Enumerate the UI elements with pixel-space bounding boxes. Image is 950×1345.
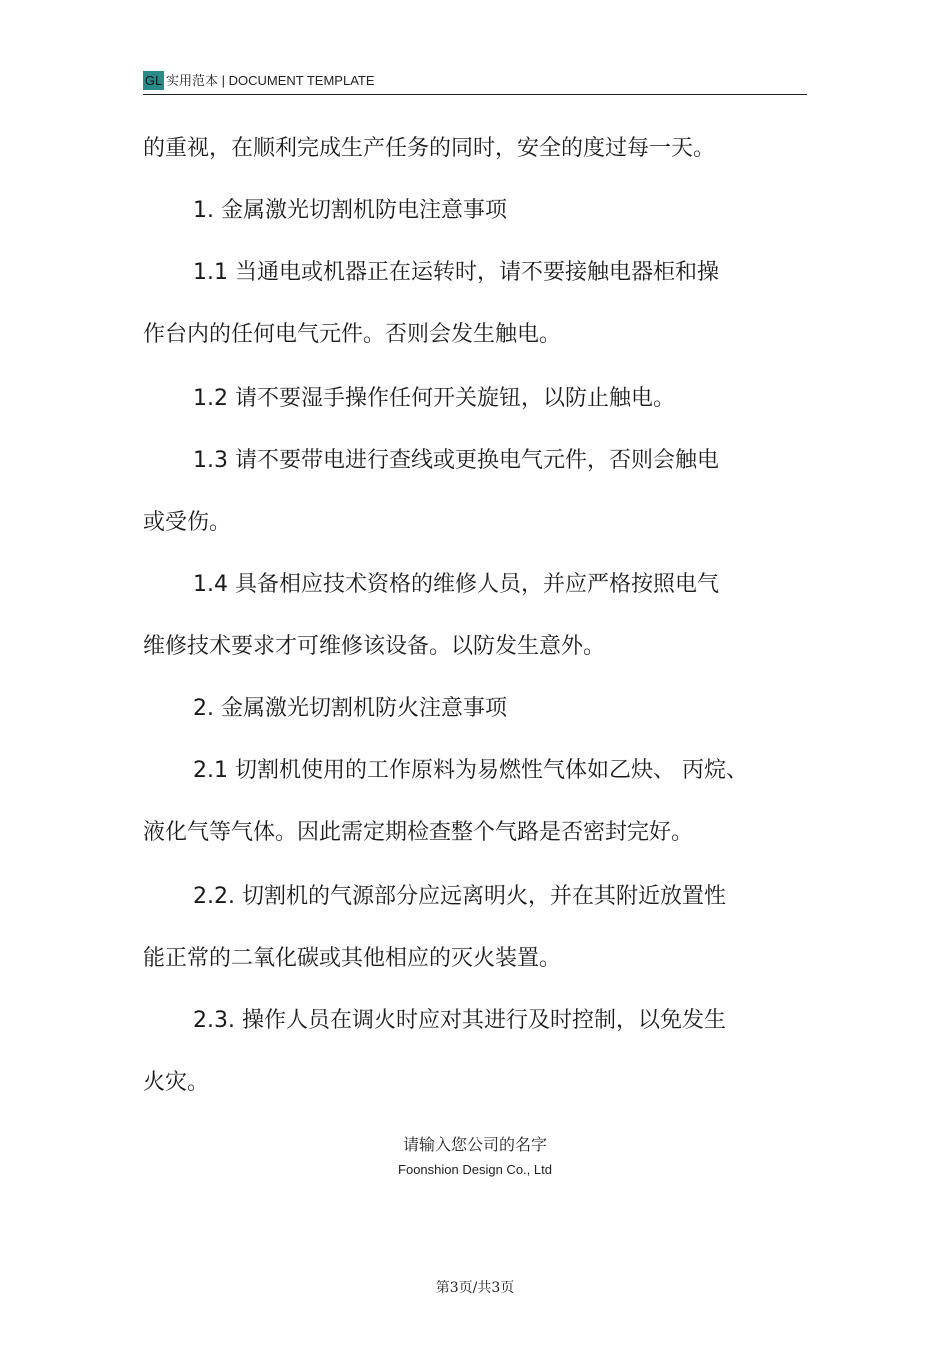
- body-line: 2.2. 切割机的气源部分应远离明火，并在其附近放置性: [193, 884, 726, 909]
- header-title: 实用范本 | DOCUMENT TEMPLATE: [166, 73, 375, 88]
- body-line: 的重视，在顺利完成生产任务的同时，安全的度过每一天。: [143, 136, 716, 161]
- section-heading: 1. 金属激光切割机防电注意事项: [193, 198, 507, 223]
- section-heading: 2. 金属激光切割机防火注意事项: [193, 696, 507, 721]
- body-line: 2.3. 操作人员在调火时应对其进行及时控制，以免发生: [193, 1008, 726, 1033]
- body-line: 2.1 切割机使用的工作原料为易燃性气体如乙炔、 丙烷、: [193, 758, 748, 783]
- page-header: [143, 68, 807, 95]
- company-name: 请输入您公司的名字: [402, 1135, 547, 1154]
- body-line: 维修技术要求才可维修该设备。以防发生意外。: [143, 634, 606, 659]
- company-name-english: Foonshion Design Co., Ltd: [398, 1162, 552, 1177]
- body-line: 作台内的任何电气元件。否则会发生触电。: [143, 322, 562, 347]
- body-line: 液化气等气体。因此需定期检查整个气路是否密封完好。: [143, 820, 694, 845]
- body-line: 1.1 当通电或机器正在运转时，请不要接触电器柜和操: [193, 260, 719, 285]
- body-line: 1.2 请不要湿手操作任何开关旋钮，以防止触电。: [193, 386, 675, 411]
- body-line: 火灾。: [143, 1070, 210, 1095]
- body-line: 1.4 具备相应技术资格的维修人员，并应严格按照电气: [193, 572, 719, 597]
- page-number: 第3页/共3页: [435, 1280, 515, 1296]
- body-line: 或受伤。: [143, 510, 232, 535]
- body-line: 1.3 请不要带电进行查线或更换电气元件，否则会触电: [193, 448, 719, 473]
- body-line: 能正常的二氧化碳或其他相应的灭火装置。: [143, 946, 562, 971]
- gl-logo: GL: [144, 73, 163, 88]
